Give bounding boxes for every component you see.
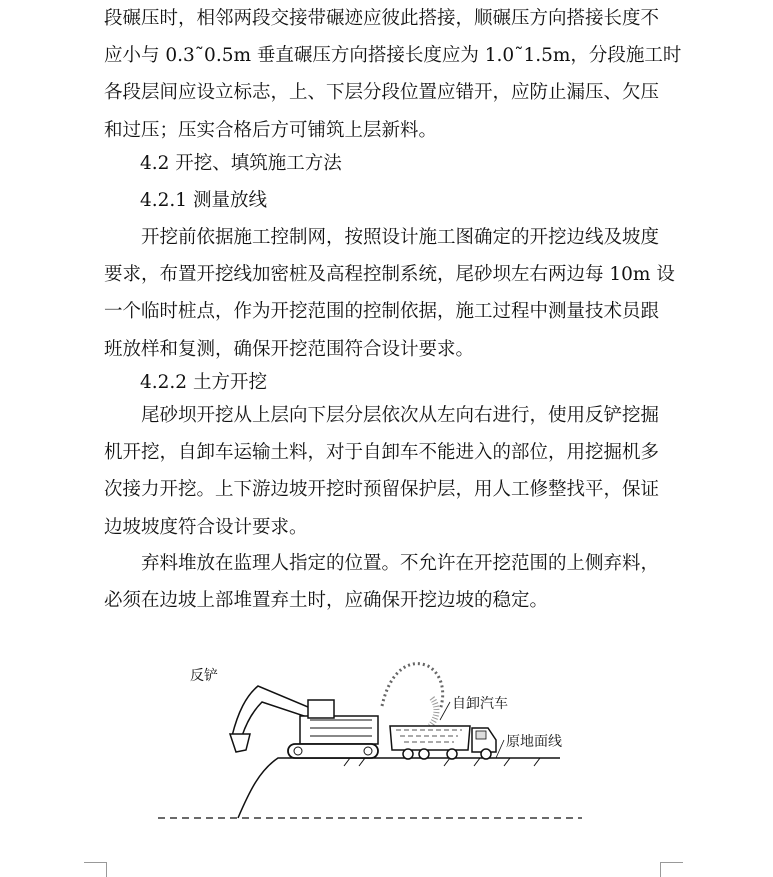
text-line: 机开挖，自卸车运输土料，对于自卸车不能进入的部位，用挖掘机多: [104, 442, 660, 464]
ground-profile: [238, 758, 560, 818]
paragraph-earthwork: [104, 397, 664, 546]
text-line: 应小与 0.3˜0.5m 垂直碾压方向搭接长度应为 1.0˜1.5m，分段施工时: [104, 45, 682, 67]
text-line: 边坡坡度符合设计要求。: [104, 516, 308, 538]
section-heading-4-2: 4.2 开挖、填筑施工方法: [140, 153, 342, 174]
excavation-illustration: [150, 640, 590, 830]
dump-truck-label: 自卸汽车: [452, 696, 508, 712]
text-line: 开挖前依据施工控制网，按照设计施工图确定的开挖边线及坡度: [104, 227, 660, 248]
text-line: 尾砂坝开挖从上层向下层分层依次从左向右进行，使用反铲挖掘: [104, 405, 660, 426]
original-ground-label: 原地面线: [506, 734, 562, 750]
text-line: 一个临时桩点，作为开挖范围的控制依据，施工过程中测量技术员跟: [104, 301, 660, 323]
page-corner-mark-right: [660, 862, 683, 877]
excavator-label: 反铲: [190, 668, 218, 684]
text-line: 要求，布置开挖线加密桩及高程控制系统，尾砂坝左右两边每 10m 设: [104, 264, 675, 286]
paragraph-survey: [104, 219, 675, 368]
text-line: 班放样和复测，确保开挖范围符合设计要求。: [104, 338, 475, 360]
excavator-icon: [230, 686, 378, 758]
dumping-soil: [382, 664, 443, 710]
text-line: 各段层间应设立标志，上、下层分段位置应错开，应防止漏压、欠压: [104, 82, 660, 104]
section-heading-4-2-1: 4.2.1 测量放线: [140, 190, 267, 211]
paragraph-spoil: [104, 545, 664, 619]
text-line: 弃料堆放在监理人指定的位置。不允许在开挖范围的上侧弃料，: [104, 553, 660, 574]
page-corner-mark-left: [84, 862, 107, 877]
paragraph-compaction: [104, 0, 682, 149]
excavation-diagram: [150, 640, 590, 830]
section-heading-4-2-2: 4.2.2 土方开挖: [140, 372, 267, 393]
ground-hatch: [344, 758, 540, 766]
text-line: 段碾压时，相邻两段交接带碾迹应彼此搭接，顺碾压方向搭接长度不: [104, 8, 660, 29]
text-line: 和过压；压实合格后方可铺筑上层新料。: [104, 119, 438, 141]
dump-truck-icon: [390, 726, 496, 759]
text-line: 次接力开挖。上下游边坡开挖时预留保护层，用人工修整找平，保证: [104, 479, 660, 501]
text-line: 必须在边坡上部堆置弃土时，应确保开挖边坡的稳定。: [104, 590, 549, 612]
